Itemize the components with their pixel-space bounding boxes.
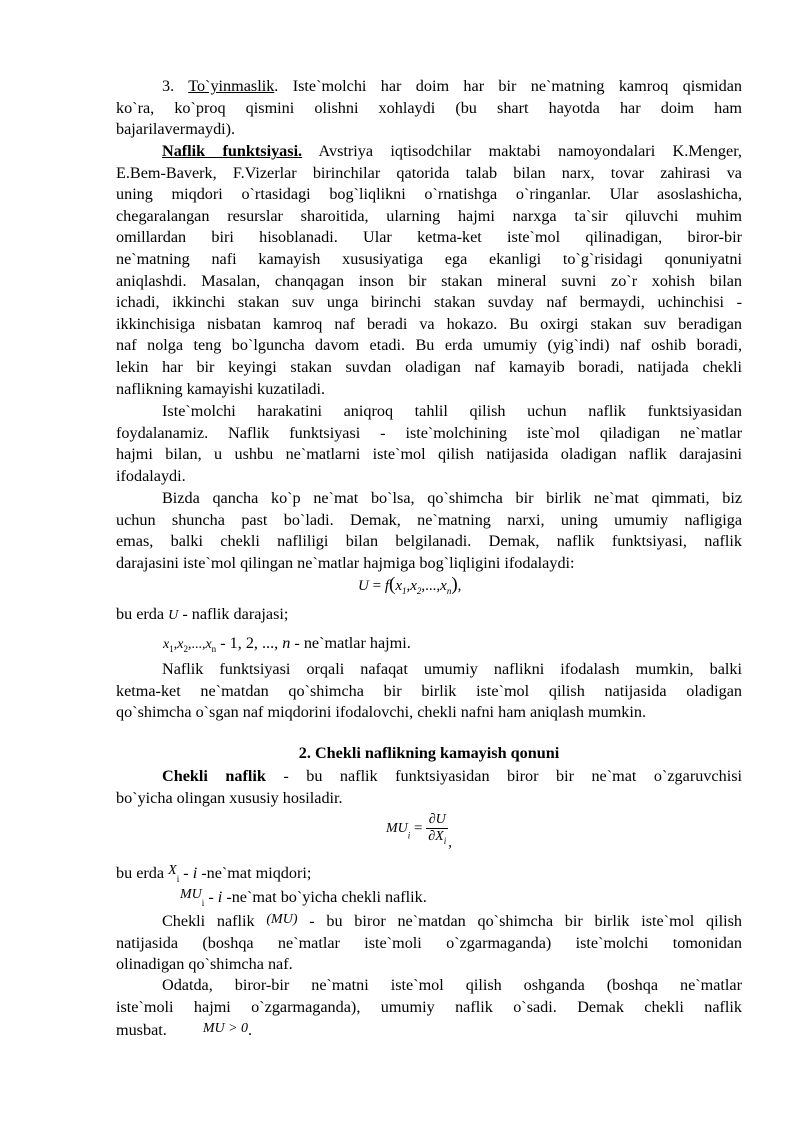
list-number: 3. [162, 77, 189, 95]
paragraph-total-utility-growth: Odatda, biror-bir ne`matni iste`mol qilish oshganda (boshqa ne`matlar iste`moli hajmi o`zgarmaganda), umumiy naflik o`sadi. Demak chekli naflik musbat. MU > 0. [116, 976, 742, 1040]
definition-xi: bu erda $X_i$ - i -ne`mat miqdori; [116, 863, 312, 885]
paragraph-marginal-utility-intro: Naflik funktsiyasi orqali nafaqat umumiy naflikni ifodalash mumkin, balki ketma-ket ne`matdan qo`shimcha bir birlik iste`mol qilish natijasida oladigan qo`shimcha o`sgan naf miqdorini ifodalovchi, chekli nafni ham aniqlash mumkin. [116, 660, 742, 722]
paragraph-marginal-value: Bizda qancha ko`p ne`mat bo`lsa, qo`shimcha bir birlik ne`mat qimmati, biz uchun shuncha past bo`ladi. Demak, ne`matning narxi, uning umumiy nafligiga emas, balki chekli nafliligi bilan belgilanadi. Demak, naflik funktsiyasi, naflik darajasini iste`mol qilingan ne`matlar hajmiga bog`liqligini ifodalaydi: [116, 489, 742, 572]
term-chekli-naflik: Chekli naflik [162, 767, 266, 785]
term-naflik-funktsiyasi: Naflik funktsiyasi. [162, 142, 303, 160]
term-to-yinmaslik: To`yinmaslik [188, 77, 275, 95]
definition-x: $x_1,x_2,...,x_n - 1$, 2, ..., n - ne`matlar hajmi. [163, 634, 411, 655]
formula-utility-function: $U = f(x_1,x_2,...,x_n)$, [358, 574, 462, 596]
definition-mui: $MU_i$ - i -ne`mat bo`yicha chekli naflik. [180, 887, 427, 909]
formula-mu-positive: MU > 0 [202, 1021, 249, 1037]
paragraph-marginal-utility-meaning: Chekli naflik (MU) - bu biror ne`matdan qo`shimcha bir birlik iste`mol qilish natijasida (boshqa ne`matlar iste`moli o`zgarmaganda) iste`molchi tomonidan olinadigan qo`shimcha naf. [116, 912, 743, 974]
section-heading: 2. Chekli naflikning kamayish qonuni [298, 744, 560, 762]
paragraph-consumer-analysis: Iste`molchi harakatini aniqroq tahlil qilish uchun naflik funktsiyasidan foydalanamiz. Naflik funktsiyasi - iste`molchining iste`mol qiladigan ne`matlar hajmi bilan, u ushbu ne`matlarni iste`mol qilish natijasida oladigan naflik darajasini ifodalaydi. [116, 402, 742, 485]
definition-u: bu erda U - naflik darajasi; [116, 605, 289, 623]
fraction-partial-derivative: $\frac{\partial U}{\partial X_i}$ [428, 812, 447, 846]
paragraph-marginal-utility-definition: Chekli naflik - bu naflik funktsiyasidan biror bir ne`mat o`zgaruvchisi bo`yicha olingan xususiy hosiladir. [116, 767, 742, 807]
paragraph-non-satiation: 3. To`yinmaslik. Iste`molchi har doim har bir ne`matning kamroq qismidan ko`ra, ko`proq qismini olishni xohlaydi (bu shart hayotda har doim ham bajarilavermaydi). [116, 77, 742, 139]
paragraph-utility-function: Naflik funktsiyasi. Avstriya iqtisodchilar maktabi namoyondalari K.Menger, E.Bem-Baverk, F.Vizerlar birinchilar qatorida talab bilan narx, tovar zahirasi va uning miqdori o`rtasidagi bog`liqlikni o`rnatishga o`ringanlar. Ular asoslashicha, chegaralangan resurslar sharoitida, ularning hajmi narxga ta`sir qiluvchi muhim omillardan biri hisoblanadi. Ular ketma-ket iste`mol qilinadigan, biror-bir ne`matning nafi kamayish xususiyatiga ega ekanligi to`g`risidagi qonuniyatni aniqlashdi. Masalan, chanqagan inson bir stakan mineral suvni zo`r xohish bilan ichadi, ikkinchi stakan suv unga birinchi stakan suvday naf bermaydi, uchinchisi - ikkinchisiga nisbatan kamroq naf beradi va hokazo. Bu oxirgi stakan suv beradigan naf nolga teng bo`lguncha davom etadi. Bu erda umumiy (yig`indi) naf oshib boradi, lekin har bir keyingi stakan suvdan oladigan naf kamayib boradi, natijada chekli naflikning kamayishi kuzatiladi. [116, 142, 742, 398]
formula-marginal-utility: $MU_i$ = $\frac{\partial U}{\partial X_i}$ , [386, 812, 453, 851]
